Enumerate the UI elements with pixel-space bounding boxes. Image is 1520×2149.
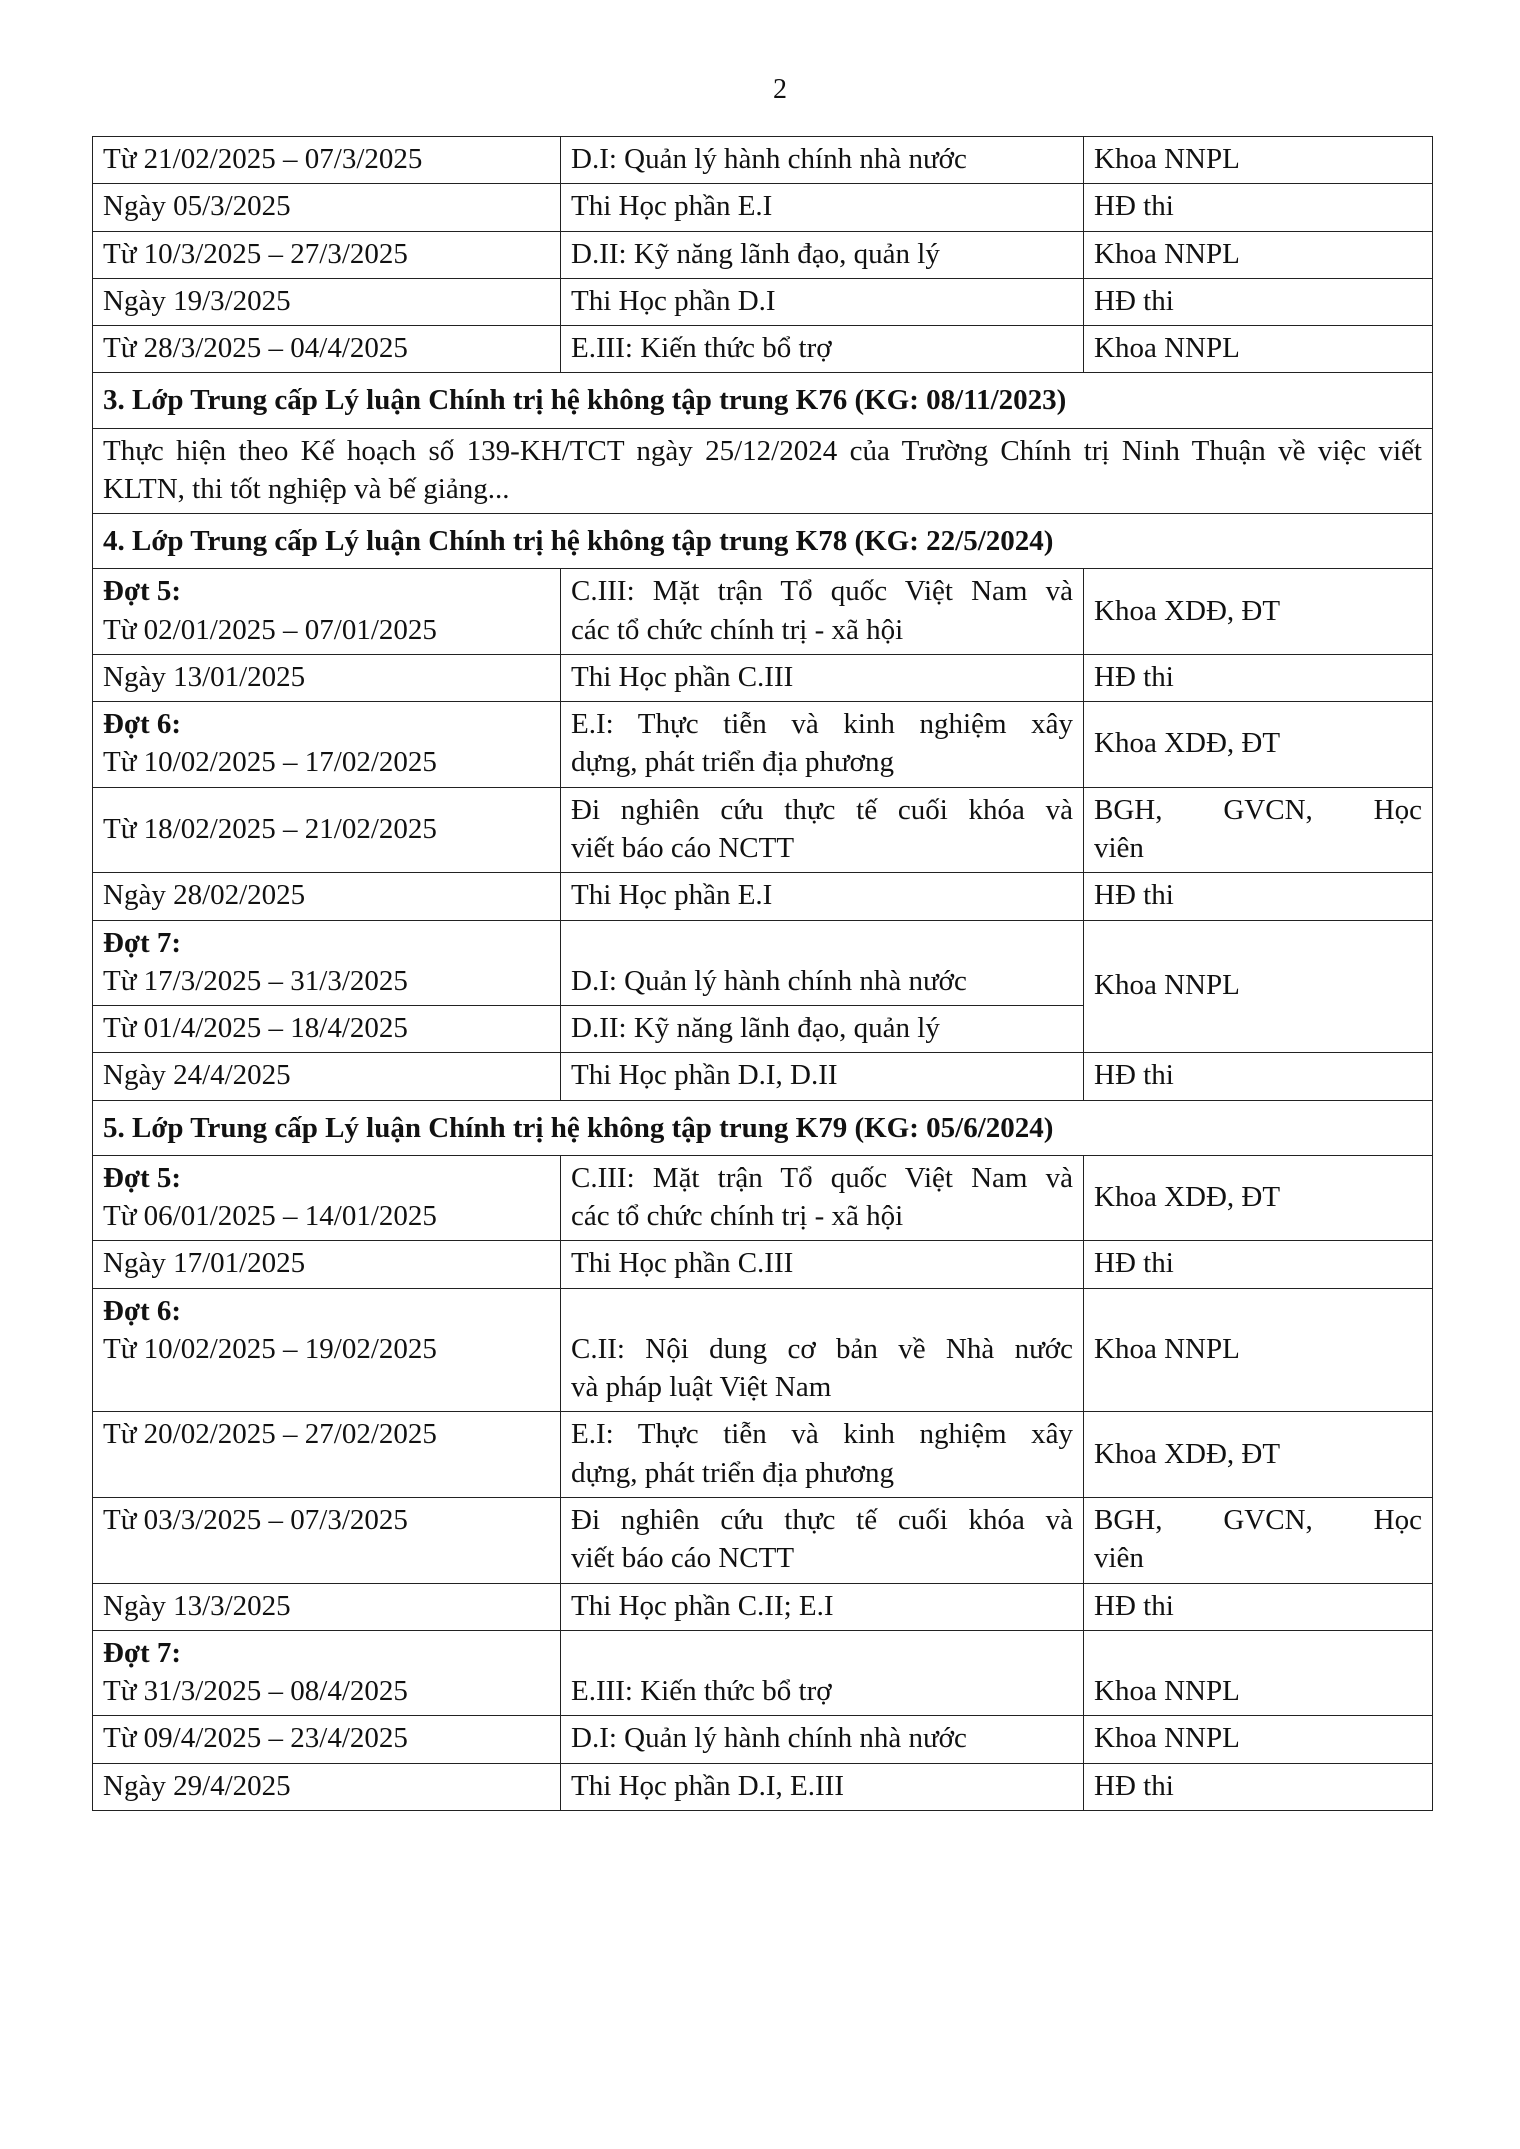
unit-cell: Khoa NNPL	[1084, 137, 1433, 184]
date-text: Từ 10/02/2025 – 19/02/2025	[103, 1332, 437, 1365]
table-row	[93, 1155, 1433, 1241]
unit-cell	[1084, 1497, 1433, 1583]
section-header-row	[93, 514, 1433, 569]
table-row	[93, 137, 1433, 184]
table-row	[93, 1241, 1433, 1288]
content-line	[571, 924, 1073, 962]
content-cell: D.I: Quản lý hành chính nhà nước	[561, 1716, 1084, 1763]
content-line: E.I: Thực tiễn và kinh nghiệm xây	[571, 1418, 1073, 1451]
date-cell	[93, 1155, 561, 1241]
content-line: Đi nghiên cứu thực tế cuối khóa và	[571, 1503, 1073, 1536]
date-cell	[93, 569, 561, 655]
unit-word: GVCN,	[1223, 793, 1313, 826]
content-cell	[561, 1497, 1084, 1583]
date-cell: Ngày 17/01/2025	[93, 1241, 561, 1288]
unit-line	[1094, 1501, 1422, 1539]
content-cell	[561, 1412, 1084, 1498]
content-cell: Thi Học phần E.I	[561, 873, 1084, 920]
unit-cell: HĐ thi	[1084, 184, 1433, 231]
content-line: viết báo cáo NCTT	[571, 1542, 795, 1575]
unit-cell	[1084, 1630, 1433, 1716]
content-cell: Thi Học phần D.I	[561, 278, 1084, 325]
section-4-title: 4. Lớp Trung cấp Lý luận Chính trị hệ không tập trung K78 (KG: 22/5/2024)	[93, 514, 1433, 569]
content-cell: Thi Học phần C.III	[561, 1241, 1084, 1288]
unit-word: Học	[1373, 1503, 1422, 1536]
content-cell: Thi Học phần E.I	[561, 184, 1084, 231]
content-cell: Thi Học phần C.III	[561, 654, 1084, 701]
unit-word: Học	[1373, 793, 1422, 826]
table-row	[93, 1497, 1433, 1583]
page-number: 2	[773, 74, 787, 105]
phase-label: Đợt 5:	[103, 1161, 182, 1194]
content-cell: D.I: Quản lý hành chính nhà nước	[561, 137, 1084, 184]
content-cell	[561, 569, 1084, 655]
schedule-table	[92, 136, 1433, 1811]
table-row	[93, 920, 1433, 1006]
content-cell	[561, 1630, 1084, 1716]
table-row	[93, 1716, 1433, 1763]
table-row	[93, 873, 1433, 920]
date-cell: Từ 03/3/2025 – 07/3/2025	[93, 1497, 561, 1583]
unit-cell: HĐ thi	[1084, 1583, 1433, 1630]
unit-cell: HĐ thi	[1084, 873, 1433, 920]
table-row	[93, 702, 1433, 788]
unit-word: GVCN,	[1223, 1503, 1313, 1536]
unit-cell: Khoa XDĐ, ĐT	[1084, 569, 1433, 655]
phase-label: Đợt 6:	[103, 708, 182, 741]
date-cell	[93, 702, 561, 788]
date-text: Từ 17/3/2025 – 31/3/2025	[103, 964, 408, 997]
content-line: Đi nghiên cứu thực tế cuối khóa và	[571, 793, 1073, 826]
section-3-title: 3. Lớp Trung cấp Lý luận Chính trị hệ không tập trung K76 (KG: 08/11/2023)	[93, 373, 1433, 428]
unit-cell: Khoa NNPL	[1084, 920, 1433, 1053]
unit-cell	[1084, 787, 1433, 873]
unit-cell: Khoa NNPL	[1084, 231, 1433, 278]
phase-label: Đợt 6:	[103, 1294, 182, 1327]
content-cell	[561, 1155, 1084, 1241]
date-cell: Ngày 13/3/2025	[93, 1583, 561, 1630]
content-line: dựng, phát triển địa phương	[571, 746, 895, 779]
unit-cell: HĐ thi	[1084, 654, 1433, 701]
content-line: và pháp luật Việt Nam	[571, 1371, 832, 1404]
content-line: E.I: Thực tiễn và kinh nghiệm xây	[571, 708, 1073, 741]
content-cell: Thi Học phần C.II; E.I	[561, 1583, 1084, 1630]
table-row	[93, 569, 1433, 655]
content-line: C.II: Nội dung cơ bản về Nhà nước	[571, 1332, 1073, 1365]
table-row	[93, 428, 1433, 514]
phase-label: Đợt 5:	[103, 575, 182, 608]
content-cell: E.III: Kiến thức bổ trợ	[561, 326, 1084, 373]
unit-line	[1094, 1634, 1422, 1672]
table-row	[93, 326, 1433, 373]
unit-cell: Khoa NNPL	[1084, 1716, 1433, 1763]
table-row	[93, 231, 1433, 278]
content-cell: D.II: Kỹ năng lãnh đạo, quản lý	[561, 1006, 1084, 1053]
date-cell: Ngày 19/3/2025	[93, 278, 561, 325]
unit-word: BGH,	[1094, 1503, 1163, 1536]
phase-label: Đợt 7:	[103, 926, 182, 959]
date-cell	[93, 1288, 561, 1412]
content-line: E.III: Kiến thức bổ trợ	[571, 1675, 832, 1708]
date-cell: Ngày 05/3/2025	[93, 184, 561, 231]
phase-label: Đợt 7:	[103, 1636, 182, 1669]
unit-line: Khoa NNPL	[1094, 1675, 1240, 1708]
content-line: các tổ chức chính trị - xã hội	[571, 613, 904, 646]
date-cell: Ngày 28/02/2025	[93, 873, 561, 920]
unit-cell: HĐ thi	[1084, 1241, 1433, 1288]
unit-cell: Khoa NNPL	[1084, 1288, 1433, 1412]
unit-cell: HĐ thi	[1084, 1763, 1433, 1810]
unit-cell: Khoa NNPL	[1084, 326, 1433, 373]
date-text: Từ 31/3/2025 – 08/4/2025	[103, 1675, 408, 1708]
date-text: Từ 02/01/2025 – 07/01/2025	[103, 613, 437, 646]
date-cell: Ngày 13/01/2025	[93, 654, 561, 701]
unit-line: viên	[1094, 831, 1144, 864]
content-line: D.I: Quản lý hành chính nhà nước	[571, 964, 967, 997]
content-line: C.III: Mặt trận Tổ quốc Việt Nam và	[571, 575, 1073, 608]
unit-word: BGH,	[1094, 793, 1163, 826]
date-cell: Ngày 29/4/2025	[93, 1763, 561, 1810]
date-cell	[93, 920, 561, 1006]
date-cell: Từ 18/02/2025 – 21/02/2025	[93, 787, 561, 873]
unit-cell: Khoa XDĐ, ĐT	[1084, 1155, 1433, 1241]
content-cell: Thi Học phần D.I, E.III	[561, 1763, 1084, 1810]
table-row	[93, 654, 1433, 701]
content-cell	[561, 1288, 1084, 1412]
content-line: C.III: Mặt trận Tổ quốc Việt Nam và	[571, 1161, 1073, 1194]
unit-cell: HĐ thi	[1084, 278, 1433, 325]
table-row	[93, 1763, 1433, 1810]
table-row	[93, 1288, 1433, 1412]
table-row	[93, 1053, 1433, 1100]
date-cell: Từ 28/3/2025 – 04/4/2025	[93, 326, 561, 373]
content-line: dựng, phát triển địa phương	[571, 1456, 895, 1489]
content-line	[571, 1292, 1073, 1330]
table-row	[93, 1412, 1433, 1498]
table-row	[93, 1583, 1433, 1630]
unit-cell: Khoa XDĐ, ĐT	[1084, 702, 1433, 788]
section-header-row	[93, 373, 1433, 428]
date-cell: Từ 01/4/2025 – 18/4/2025	[93, 1006, 561, 1053]
table-row	[93, 1630, 1433, 1716]
content-cell	[561, 702, 1084, 788]
section-header-row	[93, 1100, 1433, 1155]
content-cell: D.II: Kỹ năng lãnh đạo, quản lý	[561, 231, 1084, 278]
section-5-title: 5. Lớp Trung cấp Lý luận Chính trị hệ không tập trung K79 (KG: 05/6/2024)	[93, 1100, 1433, 1155]
unit-line	[1094, 791, 1422, 829]
date-spacer	[103, 1368, 550, 1406]
table-row	[93, 278, 1433, 325]
date-cell: Ngày 24/4/2025	[93, 1053, 561, 1100]
table-row	[93, 184, 1433, 231]
date-cell	[93, 1630, 561, 1716]
content-cell	[561, 920, 1084, 1006]
table-row	[93, 787, 1433, 873]
unit-cell: Khoa XDĐ, ĐT	[1084, 1412, 1433, 1498]
date-cell: Từ 20/02/2025 – 27/02/2025	[93, 1412, 561, 1498]
section-3-note: Thực hiện theo Kế hoạch số 139-KH/TCT ngày 25/12/2024 của Trường Chính trị Ninh Thuận về việc viết KLTN, thi tốt nghiệp và bế giảng...	[93, 428, 1433, 514]
unit-line: viên	[1094, 1542, 1144, 1575]
content-line	[571, 1634, 1073, 1672]
date-cell: Từ 10/3/2025 – 27/3/2025	[93, 231, 561, 278]
date-cell: Từ 09/4/2025 – 23/4/2025	[93, 1716, 561, 1763]
content-line: các tổ chức chính trị - xã hội	[571, 1200, 904, 1233]
date-cell: Từ 21/02/2025 – 07/3/2025	[93, 137, 561, 184]
content-line: viết báo cáo NCTT	[571, 831, 795, 864]
date-text: Từ 10/02/2025 – 17/02/2025	[103, 746, 437, 779]
unit-cell: HĐ thi	[1084, 1053, 1433, 1100]
content-cell: Thi Học phần D.I, D.II	[561, 1053, 1084, 1100]
content-cell	[561, 787, 1084, 873]
date-text: Từ 06/01/2025 – 14/01/2025	[103, 1200, 437, 1233]
